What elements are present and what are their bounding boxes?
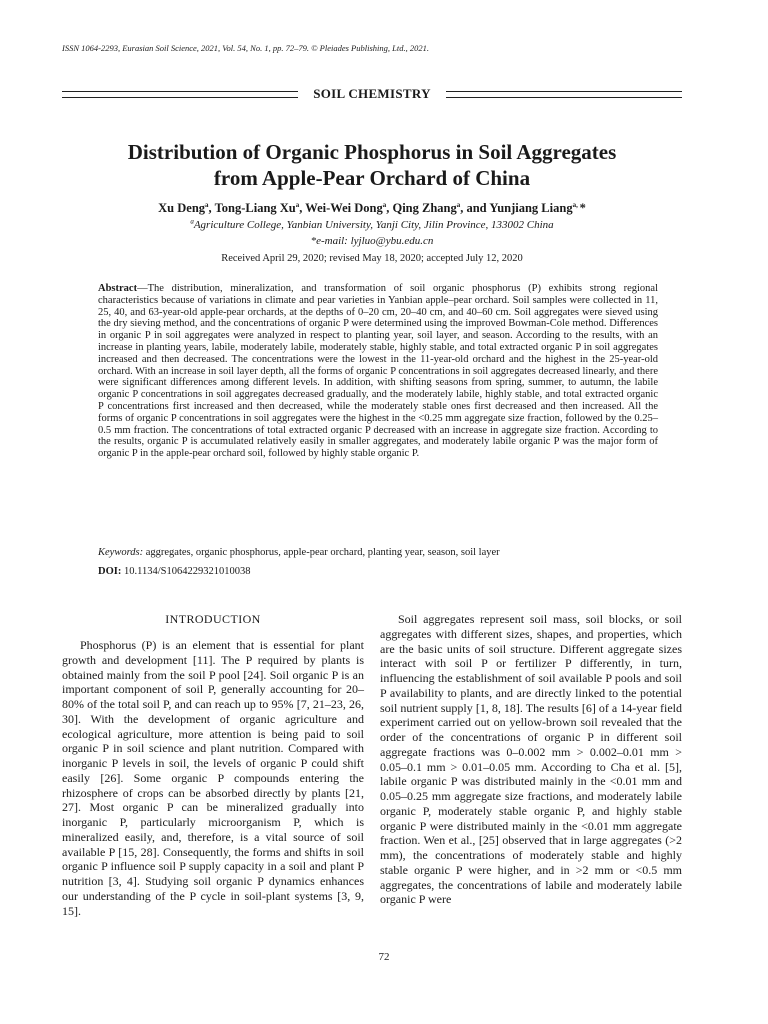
author-affiliation-mark: a bbox=[295, 200, 300, 209]
affiliation bbox=[62, 219, 682, 231]
keywords bbox=[98, 546, 658, 559]
corresponding-author-mark: * bbox=[579, 201, 586, 215]
doi-link[interactable]: 10.1134/S1064229321010038 bbox=[123, 566, 251, 577]
corresponding-email: *e-mail: lyjluo@ybu.edu.cn bbox=[310, 235, 434, 247]
abstract-text: The distribution, mineralization, and transformation of soil organic phosphorus (P) exhibits strong regional characteristics because of variations in climate and pear varieties in Yanbian apple–pear orchard. Soil samples were collected in 11, 25, 40, and 63-year-old apple-pear orchards, at the depths of 0–20 cm, 20–40 cm, and 40–60 cm. Soil aggregates were sieved using the dry sieving method, and the concentrations of organic P were determined using the improved Bowman-Cole method. Differences in organic P in soil aggregates were analyzed in respect to planting year, soil layer, and season. According to the results, with an increase in planting years, labile, moderately labile, moderately stable, highly stable, and total extracted organic P in soil aggregates increased and then decreased. The concentrations were the lowest in the 11-year-old orchard and the highest in the 25-year-old orchard. With an increase in soil layer depth, all the forms of organic P concentrations in soil aggregates decreased linearly, and there were significant differences among different levels. In addition, with shifting seasons from spring, summer, to autumn, the labile organic P concentrations in soil aggregates decreased gradually, and the moderately labile, highly stable, and total extracted organic P concentrations first increased and then decreased, while the moderately stable ones first decreased and then increased. All the forms of organic P concentrations in soil aggregates were the highest in the <0.25 mm aggregate size fraction, followed by the 0.25–0.5 mm fraction. The concentrations of total extracted organic P decreased with an increase in aggregate size fraction. According to the results, organic P is accumulated relatively easily in smaller aggregates, and moderately labile organic P was the major form of organic P in the apple-pear orchard soil, followed by highly stable organic P. bbox=[98, 283, 658, 460]
article-title-line-1: Distribution of Organic Phosphorus in Soil Aggregates bbox=[127, 140, 617, 164]
section-header bbox=[62, 86, 682, 102]
affiliation-mark: a bbox=[190, 217, 194, 226]
keywords-label: Keywords: bbox=[98, 547, 144, 558]
page-number: 72 bbox=[378, 951, 390, 963]
author-name: Wei-Wei Dong bbox=[305, 201, 383, 215]
abstract-label: Abstract bbox=[98, 283, 138, 294]
article-title bbox=[62, 139, 682, 191]
body-column-right bbox=[380, 612, 682, 907]
doi-label: DOI: bbox=[98, 566, 122, 577]
author-separator: , bbox=[208, 201, 215, 215]
abstract bbox=[98, 283, 658, 460]
body-paragraph: Soil aggregates represent soil mass, soil blocks, or soil aggregates with different sizes, shapes, and properties, which are the basic units of soil structure. Different aggregate sizes interact with soil P or fertilizer P differently, in turn, influencing the establishment of soil available P pools and soil P availability to plants, and are directly linked to the potential soil nutrient supply [1, 8, 18]. The results [6] of a 14-year field experiment carried out on yellow-brown soil revealed that the order of the concentrations of organic P in different soil aggregate fractions was 0–0.002 mm > 0.002–0.01 mm > 0.05–0.1 mm > 0.01–0.05 mm. According to Cha et al. [5], labile organic P was distributed mainly in the <0.01 mm and 0.05–0.25 mm aggregate size fractions, and moderately labile organic P, moderately stable organic P, and highly stable organic P were distributed mainly in the <0.01 mm aggregate fraction. Wen et al., [25] observed that in large aggregates (>2 mm), the concentrations of moderately stable and highly stable organic P were higher, and in >2 mm or <0.5 mm aggregates, the concentrations of labile and moderately labile organic P were bbox=[380, 612, 682, 907]
author-name: Qing Zhang bbox=[392, 201, 457, 215]
article-title-line-2: from Apple-Pear Orchard of China bbox=[213, 166, 531, 190]
body-paragraph: Phosphorus (P) is an element that is essential for plant growth and development [11]. The P required by plants is obtained mainly from the soil P pool [24]. Soil organic P is an important component of soil P, generally accounting for 20–80% of the total soil P, and can reach up to 95% [7, 21–23, 26, 30]. With the development of organic agriculture and ecological agriculture, more attention is being paid to soil organic P in soil science and plant nutrition. Compared with inorganic P levels in soil, the levels of organic P could shift easily [26]. Some organic P compounds entering the rhizosphere of crops can be absorbed directly by plants [21, 27]. Most organic P can be mineralized gradually into inorganic P, particularly microorganism P, which is mineralized easily, and, therefore, is a vital source of soil available P [15, 28]. Consequently, the forms and shifts in soil organic P influence soil P supply capacity in a soil and plant P nutrition [3, 4]. Studying soil organic P dynamics enhances our understanding of the P cycle in soil-plant systems [3, 9, 15]. bbox=[62, 638, 364, 918]
body-column-left bbox=[62, 612, 364, 918]
author-name: Tong-Liang Xu bbox=[214, 201, 296, 215]
journal-citation-line: ISSN 1064-2293, Eurasian Soil Science, 2021, Vol. 54, No. 1, pp. 72–79. © Pleiades Publishing, Ltd., 2021. bbox=[62, 43, 429, 53]
author-affiliation-mark: a bbox=[456, 200, 461, 209]
section-label: SOIL CHEMISTRY bbox=[313, 86, 431, 101]
doi bbox=[98, 566, 658, 577]
author-name: Xu Deng bbox=[158, 201, 206, 215]
introduction-heading: INTRODUCTION bbox=[165, 612, 261, 626]
author-affiliation-mark: a bbox=[205, 200, 209, 209]
author-separator: , bbox=[299, 201, 306, 215]
affiliation-text: Agriculture College, Yanbian University, Yanji City, Jilin Province, 133002 China bbox=[193, 219, 554, 231]
received-dates: Received April 29, 2020; revised May 18, 2020; accepted July 12, 2020 bbox=[221, 253, 523, 264]
author-separator: , bbox=[386, 201, 393, 215]
author-list bbox=[62, 201, 682, 216]
author-name: Yunjiang Liang bbox=[489, 201, 573, 215]
author-affiliation-mark: a, bbox=[572, 200, 580, 209]
keywords-text: aggregates, organic phosphorus, apple-pear orchard, planting year, season, soil layer bbox=[145, 547, 500, 558]
author-affiliation-mark: a bbox=[382, 200, 387, 209]
author-separator: , and bbox=[460, 201, 490, 215]
abstract-dash: — bbox=[137, 283, 148, 294]
